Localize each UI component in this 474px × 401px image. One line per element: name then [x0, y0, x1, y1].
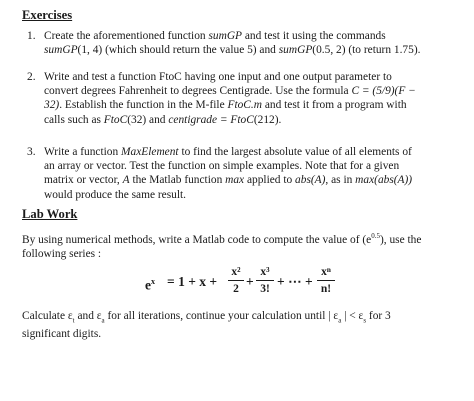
exercises-heading: Exercises [22, 8, 73, 22]
item-line: would produce the same result. [44, 188, 187, 201]
exercise-item-3 [27, 145, 460, 202]
formula-eq: = 1 + x + [167, 274, 218, 289]
item-number: 1. [27, 30, 36, 42]
para-line: significant digits. [22, 328, 102, 341]
item-line: sumGP(1, 4) (which should return the value 5) and sumGP(0.5, 2) (to return 1.75). [44, 44, 421, 57]
lab-paragraph [22, 229, 462, 261]
frac-x2-over-2: x² 2 [228, 265, 244, 296]
formula-plus: + [246, 274, 254, 289]
item-number: 3. [27, 146, 36, 158]
para-line: following series : [22, 248, 102, 260]
item-line: matrix or vector, A the Matlab function max applied to abs(A), as in max(abs(A)) [44, 174, 413, 187]
formula-ellipsis: + ⋯ + [277, 274, 313, 289]
item-line: convert degrees Fahrenheit to degrees Centigrade. Use the formula C = (5/9)(F − [44, 85, 416, 98]
item-line: Write and test a function FtoC having one input and one output parameter to [44, 71, 392, 83]
calc-paragraph [22, 309, 462, 342]
para-line: Calculate $\varepsilon_t$ and $\varepsilon_a$ for all iterations, continue your calculation until | $\varepsilon_a$ | < $\varepsilon_s$ for 3 [22, 310, 391, 325]
frac-x3-over-3fact: x³ 3! [256, 265, 274, 296]
item-line: 32). Establish the function in the M-file FtoC.m and test it from a program with [44, 99, 407, 112]
item-line: Write a function MaxElement to find the largest absolute value of all elements of [44, 146, 412, 158]
frac-xn-over-nfact: xⁿ n! [317, 265, 335, 296]
para-line: By using numerical methods, write a Matlab code to compute the value of $(e^{0.5})$, use the [22, 232, 422, 246]
exercise-item-1 [27, 29, 460, 57]
exercise-item-2 [27, 70, 460, 127]
item-line: Create the aforementioned function sumGP and test it using the commands [44, 30, 386, 42]
item-line: an array or vector. Test the function on simple examples. Note that for a given [44, 160, 400, 173]
series-formula [145, 265, 345, 301]
formula-lhs: $e^x$ [145, 277, 155, 293]
item-line: calls such as FtoC(32) and centigrade = FtoC(212). [44, 113, 282, 126]
lab-work-heading: Lab Work [22, 207, 78, 221]
item-number: 2. [27, 71, 36, 83]
